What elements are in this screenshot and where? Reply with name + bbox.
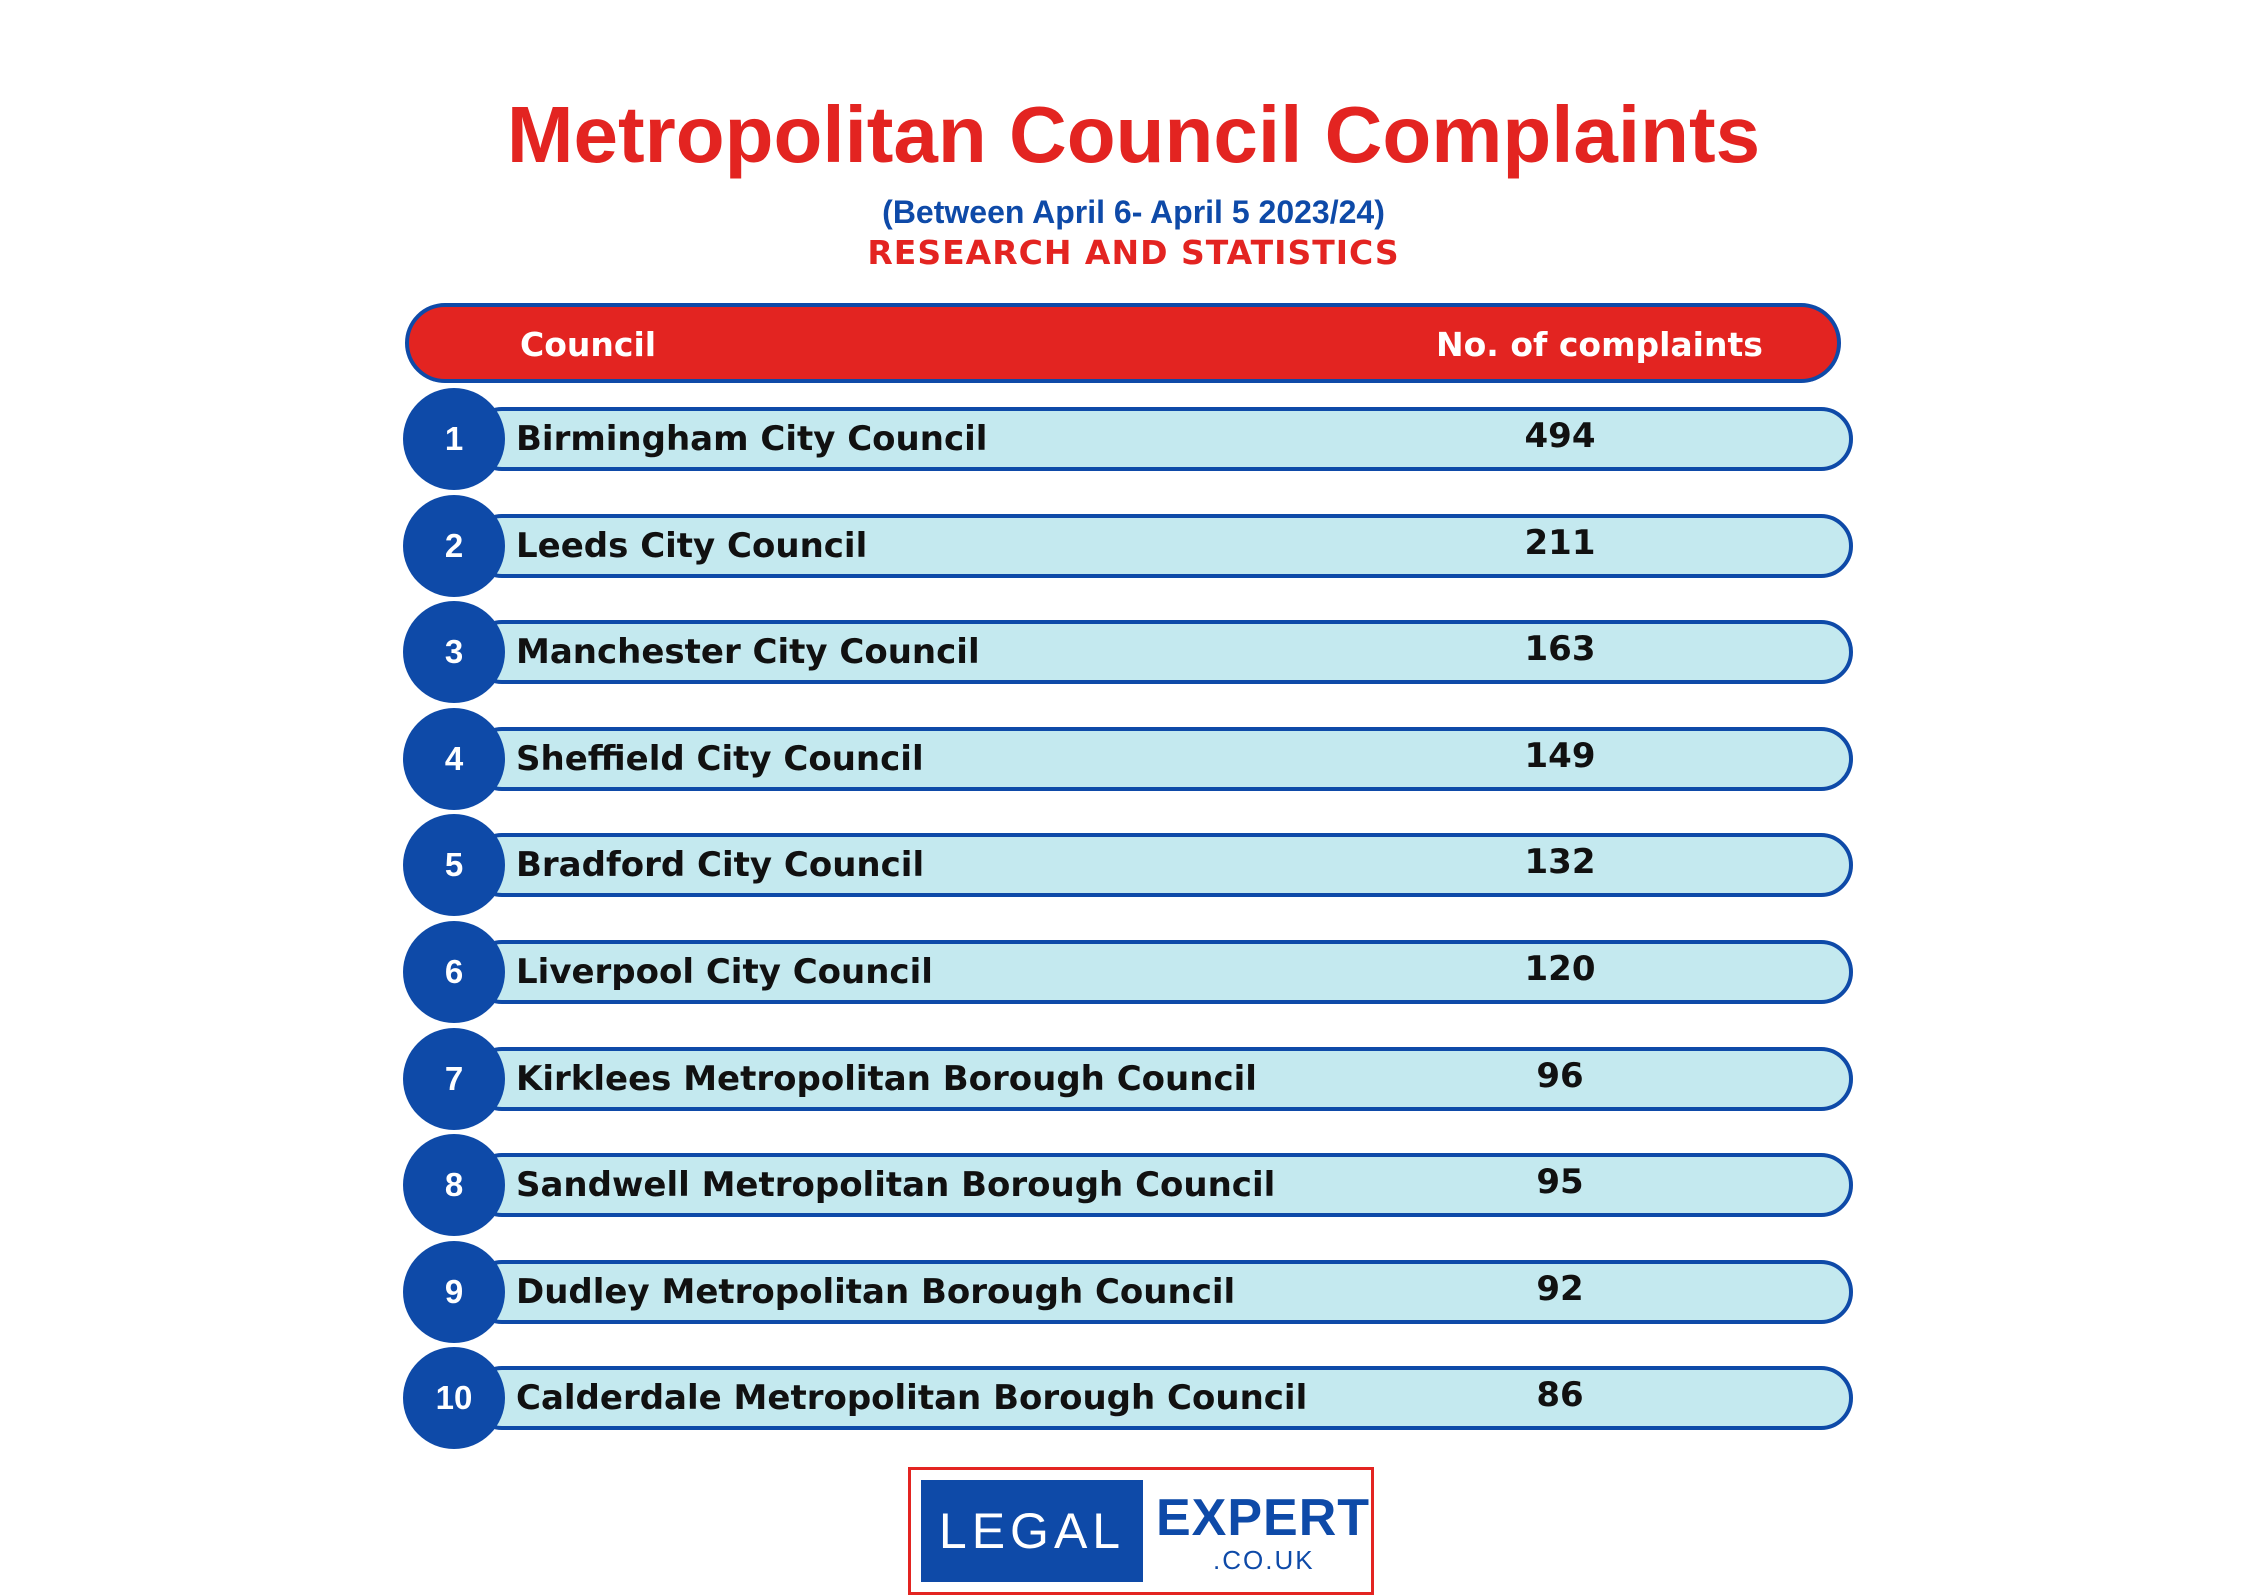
tagline: RESEARCH AND STATISTICS (867, 233, 1400, 272)
rank-badge: 9 (403, 1241, 505, 1343)
complaints-value: 149 (1524, 736, 1596, 776)
complaints-value: 211 (1524, 523, 1596, 563)
page-title: Metropolitan Council Complaints (506, 90, 1761, 179)
complaints-value: 132 (1524, 842, 1596, 882)
rank-badge: 7 (403, 1028, 505, 1130)
council-name: Sheffield City Council (516, 739, 924, 779)
complaints-value: 494 (1524, 416, 1596, 456)
table-header: Council No. of complaints (405, 303, 1841, 383)
rank-badge: 4 (403, 708, 505, 810)
council-name: Sandwell Metropolitan Borough Council (516, 1165, 1276, 1205)
rank-badge: 5 (403, 814, 505, 916)
council-name: Bradford City Council (516, 845, 925, 885)
rank-badge: 6 (403, 921, 505, 1023)
rank-badge: 1 (403, 388, 505, 490)
rank-badge: 8 (403, 1134, 505, 1236)
complaints-value: 96 (1536, 1056, 1584, 1096)
rank-badge: 2 (403, 495, 505, 597)
page-subtitle: (Between April 6- April 5 2023/24) (882, 194, 1385, 230)
logo-legal-text: LEGAL (921, 1480, 1143, 1582)
rank-badge: 10 (403, 1347, 505, 1449)
complaints-value: 163 (1524, 629, 1596, 669)
council-name: Manchester City Council (516, 632, 980, 672)
council-name: Dudley Metropolitan Borough Council (516, 1272, 1236, 1312)
complaints-value: 95 (1536, 1162, 1584, 1202)
council-name: Kirklees Metropolitan Borough Council (516, 1059, 1257, 1099)
column-header-council: Council (520, 325, 657, 364)
logo-domain-text: .CO.UK (1213, 1545, 1315, 1575)
council-name: Liverpool City Council (516, 952, 933, 992)
council-name: Leeds City Council (516, 526, 868, 566)
complaints-value: 92 (1536, 1269, 1584, 1309)
logo-expert-text: EXPERT (1156, 1489, 1371, 1547)
complaints-value: 120 (1524, 949, 1596, 989)
complaints-value: 86 (1536, 1375, 1584, 1415)
rank-badge: 3 (403, 601, 505, 703)
legal-expert-logo (908, 1467, 1374, 1595)
council-name: Birmingham City Council (516, 419, 988, 459)
council-name: Calderdale Metropolitan Borough Council (516, 1378, 1308, 1418)
